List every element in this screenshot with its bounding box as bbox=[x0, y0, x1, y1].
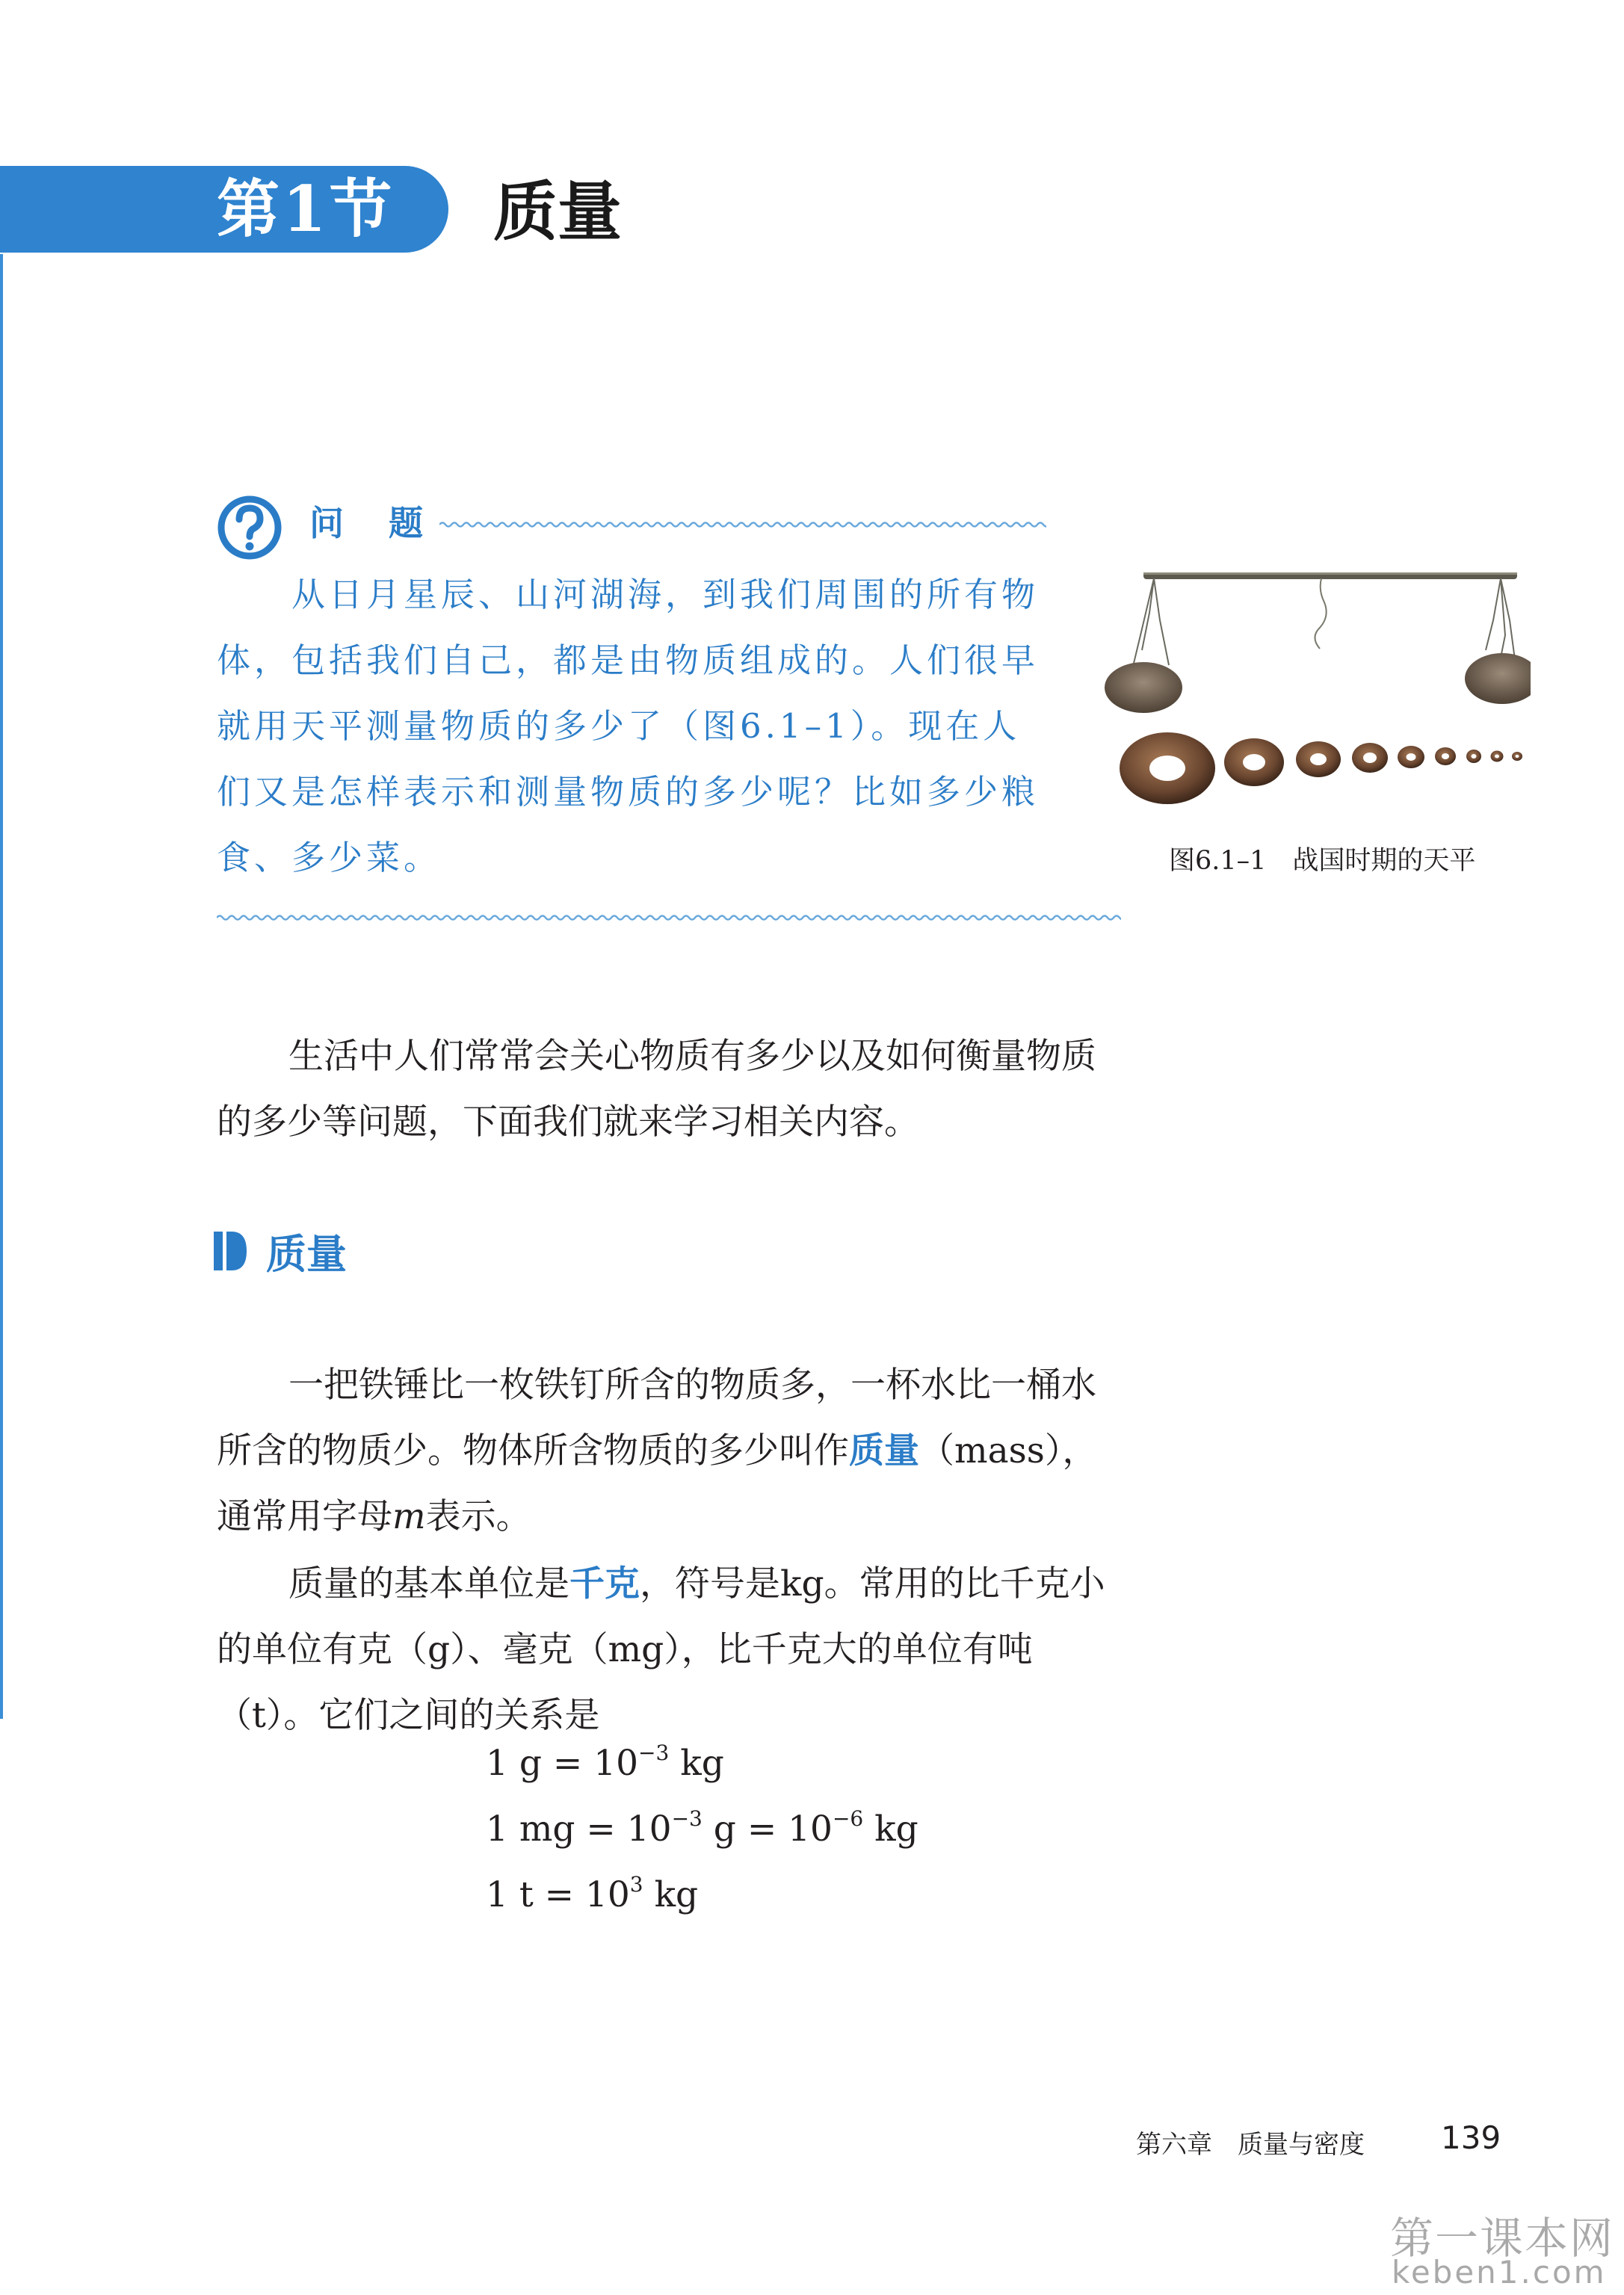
formula-milligram: 1 mg = $10^{-3}$ $g = 10^{-6}$ kg bbox=[486, 1806, 918, 1850]
symbol-m: m bbox=[392, 1496, 426, 1537]
question-icon bbox=[217, 495, 282, 560]
question-text: 从日月星辰、山河湖海，到我们周围的所有物体，包括我们自己，都是由物质组成的。人们很早就用天平测量物质的多少了（图6.1–1）。现在人们又是怎样表示和测量物质的多少呢？比如多少粮食、多少菜。 bbox=[217, 575, 1040, 877]
subsection-title: 质量 bbox=[266, 1231, 347, 1278]
intro-paragraph: 生活中人们常常会关心物质有多少以及如何衡量物质的多少等问题，下面我们就来学习相关内容。 bbox=[217, 1036, 1096, 1143]
mass-definition-paragraph bbox=[217, 1353, 1121, 1550]
paragraph-text: 质量的基本单位是 bbox=[288, 1563, 569, 1604]
formula-gram: 1 $g = 10^{-3}$ kg bbox=[486, 1740, 724, 1784]
term-mass: 质量 bbox=[849, 1430, 919, 1471]
ancient-balance-image bbox=[1097, 560, 1531, 844]
section-number: 第1节 bbox=[217, 172, 395, 246]
question-bottom-wave-rule bbox=[217, 912, 1121, 924]
figure-caption: 图6.1–1 战国时期的天平 bbox=[1169, 846, 1476, 876]
watermark-title: 第一课本网 bbox=[1390, 2213, 1615, 2264]
question-label: 问 题 bbox=[309, 503, 440, 543]
subsection-marker-icon bbox=[214, 1232, 247, 1270]
paragraph-text: （mass），通常用字母 bbox=[217, 1430, 1098, 1537]
paragraph-text: ，符号是kg。常用的比千克小的单位有克（g）、毫克（mg），比千克大的单位有吨（t）。它们之间的关系是 bbox=[217, 1563, 1105, 1736]
question-top-wave-rule bbox=[439, 519, 1046, 531]
page-number: 139 bbox=[1441, 2119, 1501, 2156]
section-title: 质量 bbox=[493, 174, 622, 250]
left-margin-rule bbox=[0, 254, 3, 1719]
term-kilogram: 千克 bbox=[569, 1563, 640, 1604]
footer-chapter: 第六章 质量与密度 bbox=[1136, 2130, 1365, 2160]
paragraph-text: 一把铁锤比一枚铁钉所含的物质多，一杯水比一桶水所含的物质少。物体所含物质的多少叫作 bbox=[217, 1365, 1096, 1471]
units-paragraph bbox=[217, 1551, 1121, 1749]
formula-ton: 1 $t = 10^3$ kg bbox=[486, 1872, 699, 1915]
paragraph-text: 表示。 bbox=[425, 1496, 531, 1537]
watermark-url: keben1.com bbox=[1392, 2254, 1607, 2291]
balance-weights bbox=[1120, 732, 1522, 804]
